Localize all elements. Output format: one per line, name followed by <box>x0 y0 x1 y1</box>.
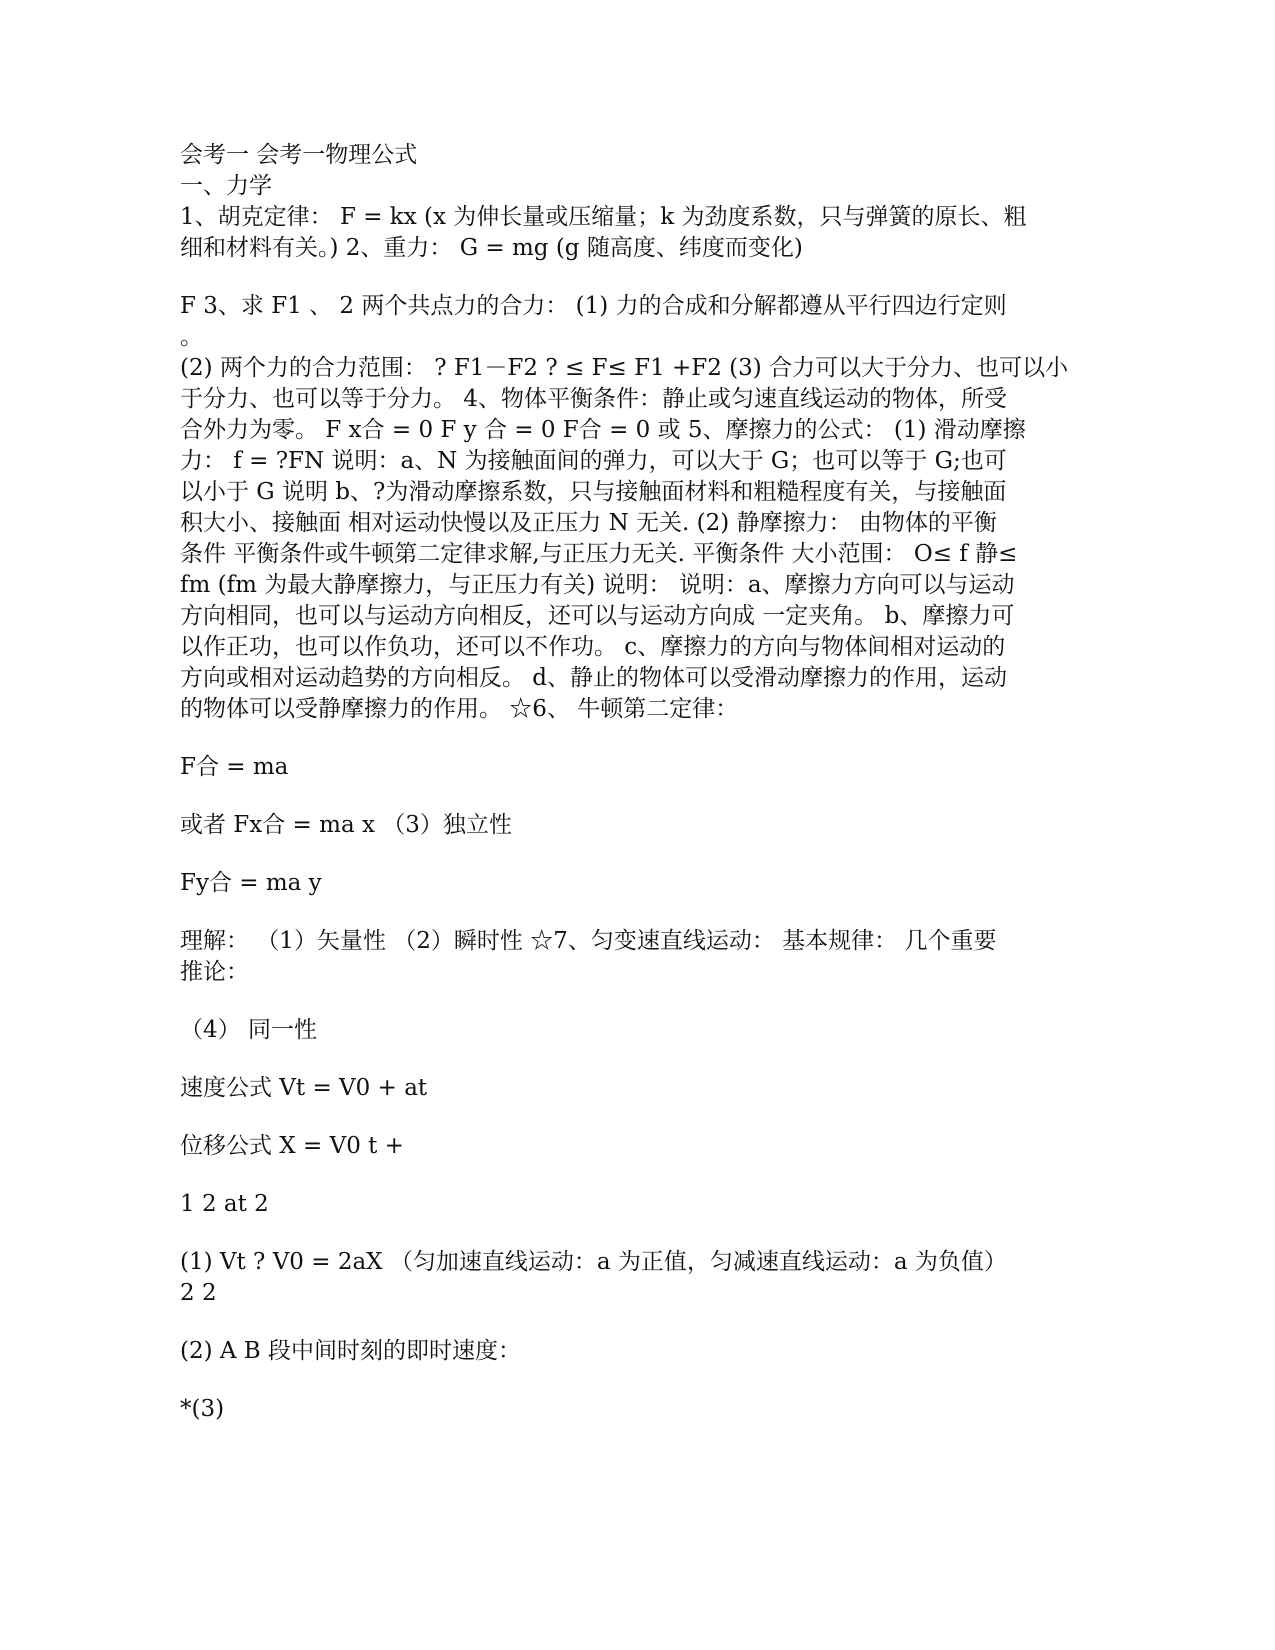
text-line: 积大小、接触面 相对运动快慢以及正压力 N 无关. (2) 静摩擦力： 由物体的平衡 <box>180 510 997 536</box>
text-line: 合外力为零。 F x合 = 0 F y 合 = 0 F合 = 0 或 5、摩擦力的公式： (1) 滑动摩擦 <box>180 417 1026 443</box>
spacer <box>180 783 1040 810</box>
formula-line: Fy合 = ma y <box>180 870 322 896</box>
spacer <box>180 1309 1040 1336</box>
spacer <box>180 1046 1040 1073</box>
spacer <box>180 725 1040 752</box>
formula-line: 速度公式 Vt = V0 + at <box>180 1075 428 1101</box>
doc-title: 会考一 会考一物理公式 <box>180 142 418 168</box>
spacer <box>180 1162 1040 1189</box>
text-line: 方向或相对运动趋势的方向相反。 d、静止的物体可以受滑动摩擦力的作用，运动 <box>180 665 1008 691</box>
text-line: 以作正功，也可以作负功，还可以不作功。 c、摩擦力的方向与物体间相对运动的 <box>180 634 1006 660</box>
text-line: 。 <box>180 324 203 350</box>
text-line: 方向相同，也可以与运动方向相反，还可以与运动方向成 一定夹角。 b、摩擦力可 <box>180 603 1015 629</box>
spacer <box>180 899 1040 926</box>
text-line: 条件 平衡条件或牛顿第二定律求解,与正压力无关. 平衡条件 大小范围： O≤ f 静≤ <box>180 541 1018 567</box>
spacer <box>180 1367 1040 1394</box>
spacer <box>180 264 1040 291</box>
text-line: (2) 两个力的合力范围： ? F1－F2 ? ≤ F≤ F1 +F2 (3) 合力可以大于分力、也可以小 <box>180 355 1069 381</box>
document-page <box>180 140 1069 1425</box>
text-line: fm (fm 为最大静摩擦力，与正压力有关) 说明： 说明：a、摩擦力方向可以与运动 <box>180 572 1015 598</box>
text-line: 1、胡克定律： F = kx (x 为伸长量或压缩量；k 为劲度系数，只与弹簧的原长、粗 <box>180 204 1027 230</box>
text-line: 推论： <box>180 959 249 985</box>
formula-line: 1 2 at 2 <box>180 1191 269 1217</box>
text-line: (2) A B 段中间时刻的即时速度： <box>180 1338 522 1364</box>
formula-line: 位移公式 X = V0 t + <box>180 1133 404 1159</box>
formula-line: 2 2 <box>180 1280 217 1306</box>
text-line: 细和材料有关。) 2、重力： G = mg (g 随高度、纬度而变化) <box>180 235 803 261</box>
text-line: 力： f = ?FN 说明：a、N 为接触面间的弹力，可以大于 G；也可以等于 G;也可 <box>180 448 1007 474</box>
text-line: （4） 同一性 <box>180 1017 317 1043</box>
spacer <box>180 1104 1040 1131</box>
text-line: 的物体可以受静摩擦力的作用。 ☆6、 牛顿第二定律： <box>180 696 739 722</box>
spacer <box>180 988 1040 1015</box>
section-heading: 一、力学 <box>180 173 272 199</box>
text-line: 以小于 G 说明 b、?为滑动摩擦系数，只与接触面材料和粗糙程度有关，与接触面 <box>180 479 1007 505</box>
formula-line: F合 = ma <box>180 754 289 780</box>
text-line: 理解： （1）矢量性 （2）瞬时性 ☆7、匀变速直线运动： 基本规律： 几个重要 <box>180 928 997 954</box>
text-line: *(3) <box>180 1396 225 1422</box>
spacer <box>180 1220 1040 1247</box>
text-line: 于分力、也可以等于分力。 4、物体平衡条件：静止或匀速直线运动的物体，所受 <box>180 386 1007 412</box>
text-line: F 3、求 F1 、 2 两个共点力的合力： (1) 力的合成和分解都遵从平行四边行定则 <box>180 293 1007 319</box>
formula-line: 或者 Fx合 = ma x （3）独立性 <box>180 812 512 838</box>
spacer <box>180 841 1040 868</box>
formula-line: (1) Vt ? V0 = 2aX （匀加速直线运动：a 为正值，匀减速直线运动：a 为负值） <box>180 1249 1007 1275</box>
